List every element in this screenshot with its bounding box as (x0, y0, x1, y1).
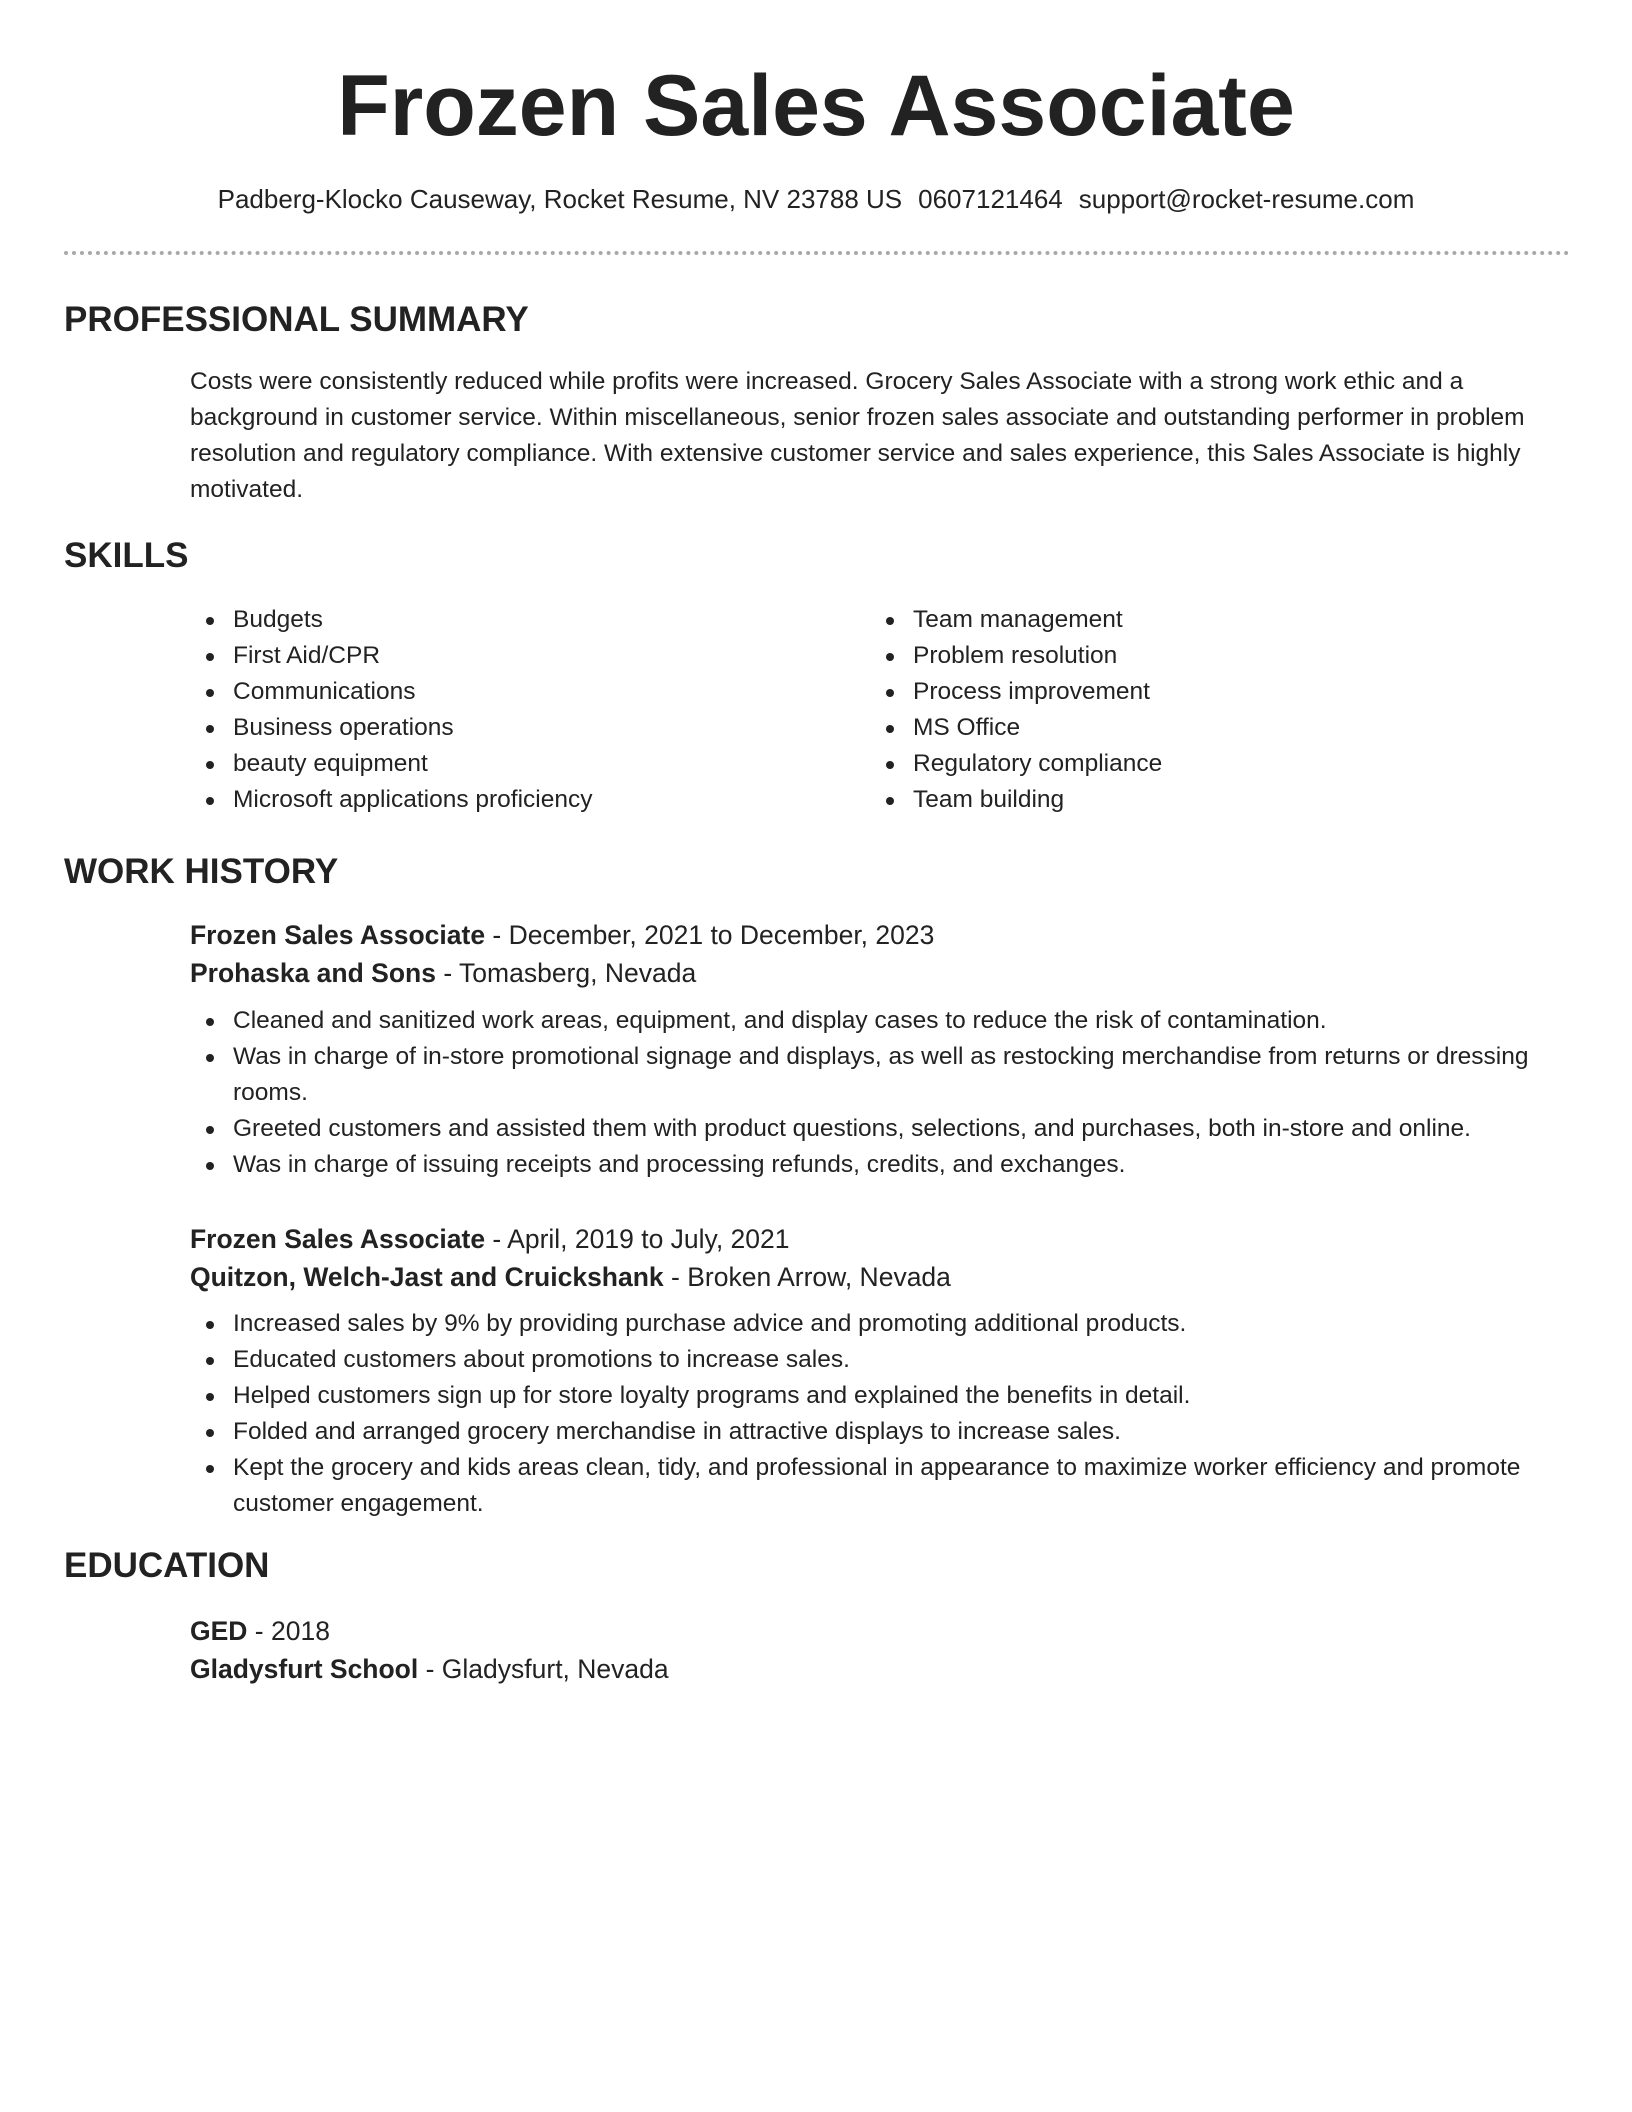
skills-list-right (870, 602, 1570, 818)
job-bullet: Was in charge of in-store promotional signage and displays, as well as restocking merchandise from returns or dressing rooms. (190, 1039, 1570, 1111)
contact-line (0, 181, 1632, 217)
contact-phone: 0607121464 (918, 184, 1063, 214)
skill-item: Team management (870, 602, 1570, 638)
education-location: Gladysfurt, Nevada (441, 1654, 669, 1684)
summary-heading: PROFESSIONAL SUMMARY (64, 300, 529, 339)
skills-heading: SKILLS (64, 536, 189, 575)
contact-address: Padberg-Klocko Causeway, Rocket Resume, NV 23788 US (217, 184, 903, 214)
job-bullet: Folded and arranged grocery merchandise in attractive displays to increase sales. (190, 1414, 1570, 1450)
skill-item: Microsoft applications proficiency (190, 782, 850, 818)
education-heading: EDUCATION (64, 1546, 270, 1585)
job-bullet: Helped customers sign up for store loyalty programs and explained the benefits in detail. (190, 1378, 1570, 1414)
skill-item: Process improvement (870, 674, 1570, 710)
separator: - (663, 1262, 688, 1292)
job-company: Prohaska and Sons (190, 958, 436, 988)
skill-item: First Aid/CPR (190, 638, 850, 674)
skill-item: Problem resolution (870, 638, 1570, 674)
skills-list-left (190, 602, 850, 818)
job-bullet: Educated customers about promotions to increase sales. (190, 1342, 1570, 1378)
resume-name: Frozen Sales Associate (337, 58, 1295, 154)
skill-item: Regulatory compliance (870, 746, 1570, 782)
job-bullet: Increased sales by 9% by providing purchase advice and promoting additional products. (190, 1306, 1570, 1342)
job-company-line (190, 954, 696, 992)
job-bullet: Kept the grocery and kids areas clean, tidy, and professional in appearance to maximize worker efficiency and promote customer engagement. (190, 1450, 1570, 1522)
contact-email: support@rocket-resume.com (1078, 184, 1415, 214)
job-role: Frozen Sales Associate (190, 920, 486, 950)
skill-item: beauty equipment (190, 746, 850, 782)
job-dates: December, 2021 to December, 2023 (508, 920, 935, 950)
job-location: Tomasberg, Nevada (459, 958, 697, 988)
skill-item: Business operations (190, 710, 850, 746)
job-role: Frozen Sales Associate (190, 1224, 486, 1254)
work-history-heading: WORK HISTORY (64, 852, 339, 891)
job-title-line (190, 916, 934, 954)
separator: - (485, 920, 509, 950)
job-location: Broken Arrow, Nevada (687, 1262, 951, 1292)
education-degree: GED (190, 1616, 248, 1646)
header-divider (64, 251, 1570, 255)
job-company-line (190, 1258, 951, 1296)
job-bullets (190, 1003, 1570, 1183)
skill-item: Communications (190, 674, 850, 710)
education-degree-line (190, 1612, 330, 1650)
job-bullet: Was in charge of issuing receipts and processing refunds, credits, and exchanges. (190, 1147, 1570, 1183)
education-school-line (190, 1650, 669, 1688)
separator: - (435, 958, 460, 988)
separator: - (247, 1616, 271, 1646)
skill-item: Team building (870, 782, 1570, 818)
separator: - (418, 1654, 442, 1684)
job-company: Quitzon, Welch-Jast and Cruickshank (190, 1262, 664, 1292)
job-bullets (190, 1306, 1570, 1522)
job-bullet: Greeted customers and assisted them with product questions, selections, and purchases, both in-store and online. (190, 1111, 1570, 1147)
skill-item: MS Office (870, 710, 1570, 746)
separator: - (485, 1224, 508, 1254)
education-year: 2018 (271, 1616, 330, 1646)
summary-text: Costs were consistently reduced while profits were increased. Grocery Sales Associate with a strong work ethic and a background in customer service. Within miscellaneous, senior frozen sales associate and outstanding performer in problem resolution and regulatory compliance. With extensive customer service and sales experience, this Sales Associate is highly motivated. (190, 368, 1525, 503)
job-dates: April, 2019 to July, 2021 (507, 1224, 790, 1254)
skill-item: Budgets (190, 602, 850, 638)
job-bullet: Cleaned and sanitized work areas, equipment, and display cases to reduce the risk of contamination. (190, 1003, 1570, 1039)
job-title-line (190, 1220, 790, 1258)
education-school: Gladysfurt School (190, 1654, 419, 1684)
